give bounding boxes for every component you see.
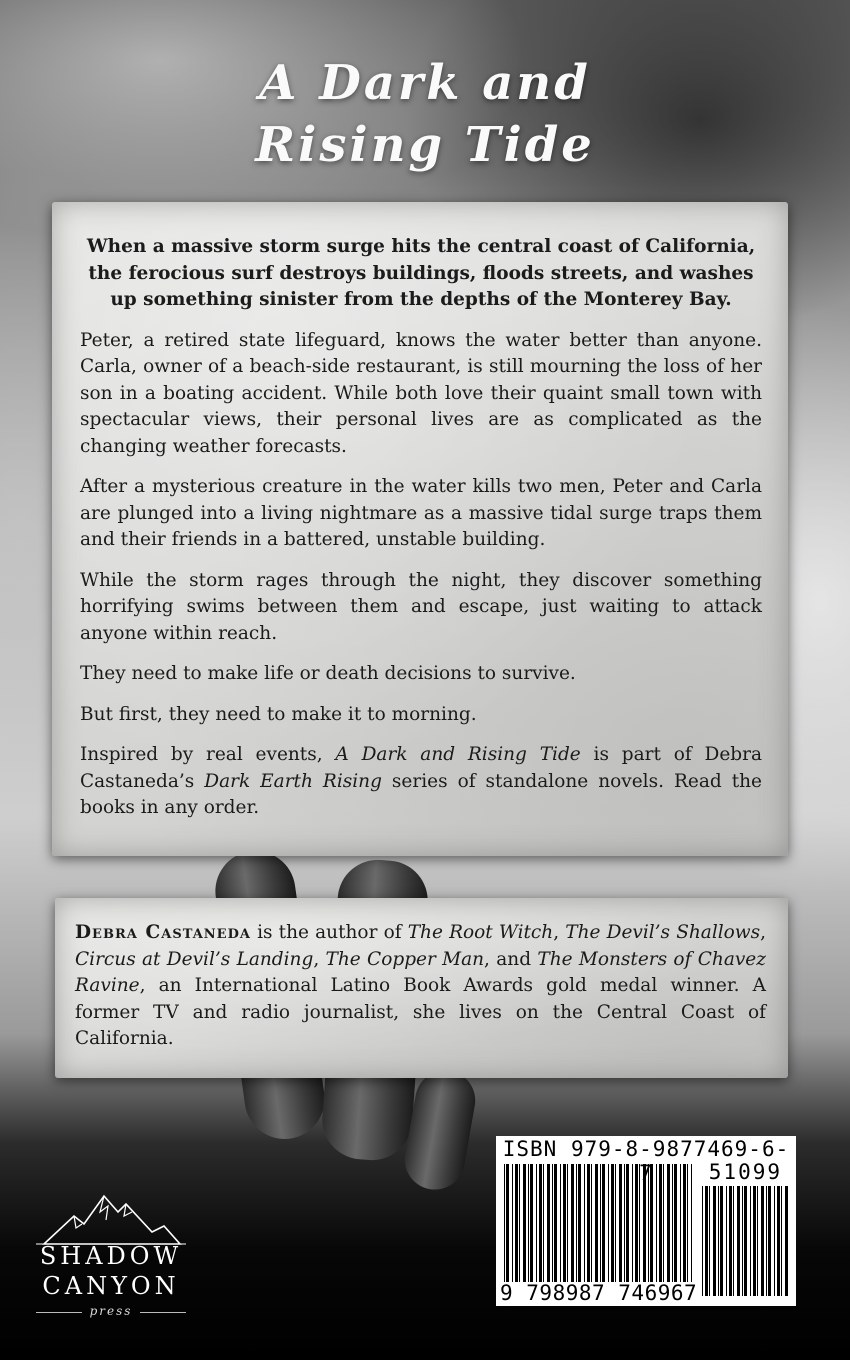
blurb-paragraph-3: While the storm rages through the night, they discover something horrifying swims between them and escape, just waiting to attack anyone within reach. (80, 569, 762, 644)
publisher-name-line-1: SHADOW (39, 1242, 183, 1270)
blurb-card (52, 202, 788, 856)
blurb-paragraph-5: But first, they need to make it to morning. (80, 703, 477, 725)
barcode-bar (729, 1186, 732, 1296)
publisher-logo (26, 1190, 196, 1330)
barcode-bar (777, 1186, 780, 1296)
isbn-barcode (496, 1136, 796, 1306)
barcode-bar (705, 1186, 708, 1296)
barcode-bar (742, 1186, 743, 1296)
blurb-p6-text-3: series of standalone novels. Read the books in any order. (80, 770, 762, 818)
barcode-bar (733, 1186, 734, 1296)
logo-rule-right (140, 1312, 186, 1313)
barcode-bar (713, 1186, 716, 1296)
barcode-bar (744, 1186, 747, 1296)
barcode-bar (761, 1186, 764, 1296)
bio-text-6: , an International Latino Book Awards gold medal winner. A former TV and radio journalist, she lives on the Central Coast of California. (75, 975, 766, 1049)
barcode-bar (766, 1186, 767, 1296)
blurb-paragraph-1: Peter, a retired state lifeguard, knows the water better than anyone. Carla, owner of a beach-side restaurant, is still mourning the loss of her son in a boating accident. While both love their quaint small town with spectacular views, their personal lives are as complicated as the changing weather forecasts. (80, 329, 762, 457)
barcode-bar (726, 1186, 727, 1296)
blurb-lead: When a massive storm surge hits the central coast of California, the ferocious surf destroys buildings, floods streets, and washes up something sinister from the depths of the Monterey Bay. (86, 236, 756, 310)
bio-book-4: The Copper Man (325, 948, 485, 970)
blurb-paragraph-2: After a mysterious creature in the water kills two men, Peter and Carla are plunged into a living nightmare as a massive tidal surge traps them and their friends in a battered, unstable building. (80, 476, 762, 550)
publisher-name-line-2: CANYON (42, 1272, 180, 1300)
bio-book-5: The Monsters of Chavez Ravine (75, 948, 766, 996)
barcode-bar (753, 1186, 756, 1296)
bio-book-1: The Root Witch (407, 922, 554, 943)
barcode-digits: 9 798987 746967 (500, 1281, 698, 1305)
blurb-p6-text-2: is part of Debra Castaneda’s (80, 744, 762, 792)
publisher-name-line-3: press (89, 1304, 133, 1318)
blurb-p6-series-title: Dark Earth Rising (204, 770, 382, 792)
bio-text-1: is the author of (250, 922, 408, 943)
author-name: Debra Castaneda (75, 922, 251, 943)
barcode-bar (720, 1186, 723, 1296)
bio-text-4: , (313, 948, 326, 970)
barcode-bar (709, 1186, 710, 1296)
barcode-bar (718, 1186, 719, 1296)
barcode-bar (774, 1186, 775, 1296)
bio-text-2: , (553, 922, 566, 943)
barcode-bar (781, 1186, 782, 1296)
barcode-bar (768, 1186, 771, 1296)
blurb-p6-book-title: A Dark and Rising Tide (335, 744, 581, 765)
barcode-addon-digits: 51099 (708, 1160, 782, 1184)
barcode-bar (737, 1186, 740, 1296)
blurb-p6-text-1: Inspired by real events, (80, 744, 336, 765)
isbn-label: ISBN 979-8-9877469-6-7 (502, 1137, 790, 1185)
bio-book-3: Circus at Devil’s Landing (75, 948, 314, 970)
barcode-bar (757, 1186, 758, 1296)
book-title-line-2: Rising Tide (255, 117, 595, 173)
barcode-bar (785, 1186, 788, 1296)
author-bio-card (55, 898, 788, 1078)
blurb-paragraph-6 (80, 742, 762, 822)
bio-book-2: The Devil’s Shallows (565, 922, 761, 943)
barcode-bar (702, 1186, 703, 1296)
book-title (0, 52, 850, 176)
barcode-bar (750, 1186, 751, 1296)
mountain-icon (26, 1190, 196, 1246)
blurb-paragraph-4: They need to make life or death decisions to survive. (80, 663, 576, 684)
bio-text-5: , and (484, 948, 538, 970)
author-bio (75, 920, 766, 1053)
book-title-line-1: A Dark and (259, 55, 591, 111)
bio-text-3: , (760, 922, 767, 943)
